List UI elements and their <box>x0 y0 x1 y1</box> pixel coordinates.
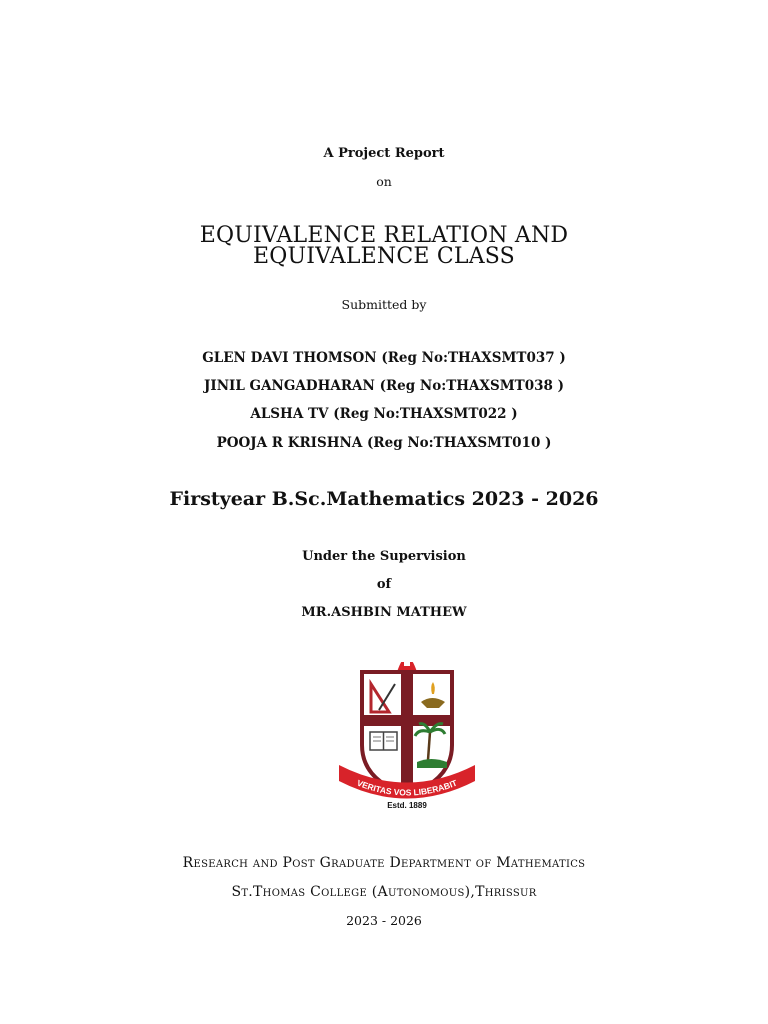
college-name: St.Thomas College (Autonomous),Thrissur <box>231 884 537 900</box>
academic-years: 2023 - 2026 <box>346 913 422 928</box>
cross-vertical <box>401 674 413 792</box>
supervision-line: Under the Supervision <box>302 549 466 564</box>
title-line-2: EQUIVALENCE CLASS <box>253 244 515 269</box>
supervisor-name: MR.ASHBIN MATHEW <box>301 605 467 620</box>
submitted-by: Submitted by <box>341 297 427 312</box>
report-kind: A Project Report <box>323 146 445 161</box>
department-name: Research and Post Graduate Department of Mathematics <box>182 855 586 871</box>
student-2: JINIL GANGADHARAN (Reg No:THAXSMT038 ) <box>204 378 564 394</box>
report-on: on <box>376 174 392 189</box>
title-line-1: EQUIVALENCE RELATION AND <box>199 223 569 248</box>
student-1: GLEN DAVI THOMSON (Reg No:THAXSMT037 ) <box>202 350 566 366</box>
program-line: Firstyear B.Sc.Mathematics 2023 - 2026 <box>169 488 599 510</box>
motto-text: VERITAS VOS LIBERABIT <box>355 777 459 798</box>
established-text: Estd. 1889 <box>387 801 427 810</box>
college-crest-logo <box>327 640 487 815</box>
student-3: ALSHA TV (Reg No:THAXSMT022 ) <box>250 406 518 422</box>
supervision-of: of <box>376 577 392 592</box>
student-4: POOJA R KRISHNA (Reg No:THAXSMT010 ) <box>216 435 552 451</box>
